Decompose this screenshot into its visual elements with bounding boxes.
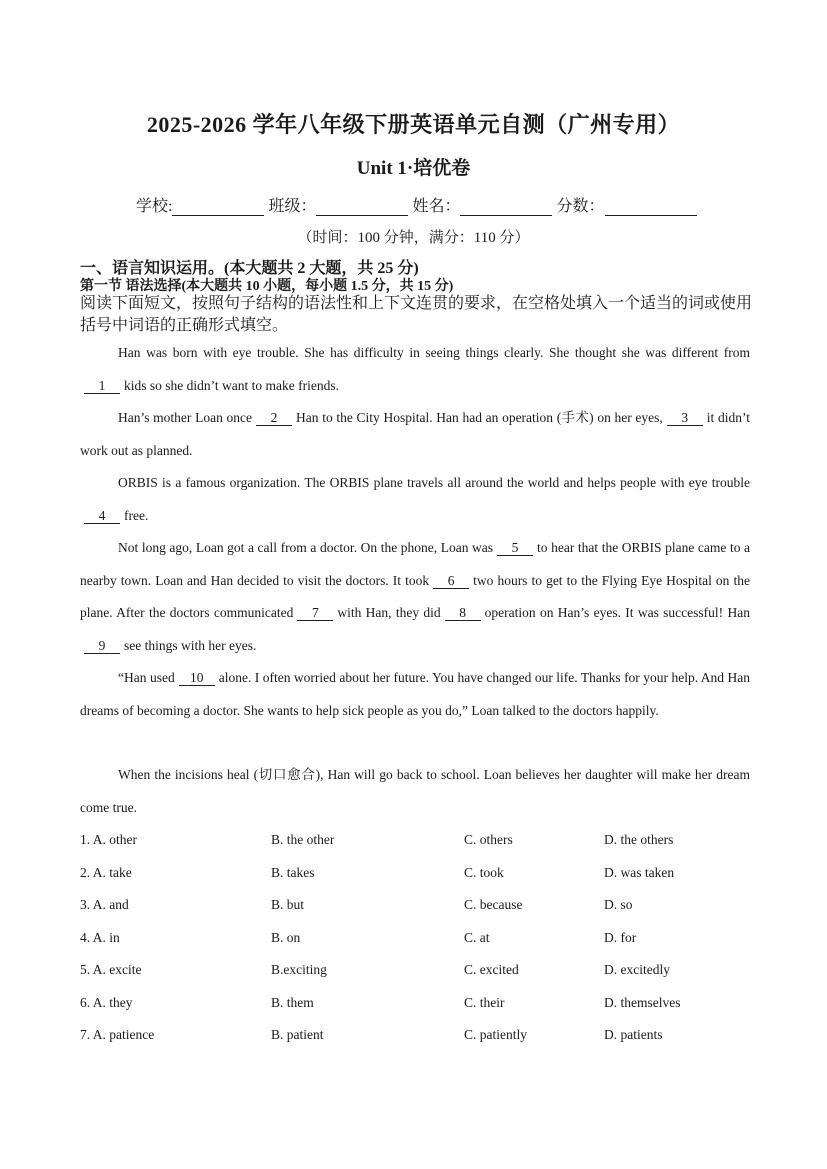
time-info: （时间：100 分钟，满分：110 分）	[297, 230, 530, 246]
option-a[interactable]: 1. A. other	[80, 832, 137, 847]
unit-subtitle: Unit 1·培优卷	[356, 158, 471, 179]
blank-1[interactable]: 1	[84, 378, 120, 394]
option-d[interactable]: D. so	[604, 897, 633, 912]
school-label: 学校:	[136, 198, 173, 215]
option-a[interactable]: 3. A. and	[80, 897, 129, 912]
blank-9[interactable]: 9	[84, 638, 120, 654]
name-field[interactable]	[460, 197, 552, 216]
page-title: 2025-2026 学年八年级下册英语单元自测（广州专用）	[146, 112, 681, 137]
blank-3[interactable]: 3	[667, 410, 703, 426]
option-b[interactable]: B. the other	[271, 832, 335, 847]
option-c[interactable]: C. patiently	[464, 1027, 527, 1042]
passage-paragraph: Not long ago, Loan got a call from a doctor. On the phone, Loan was 5 to hear that the ORBIS plane came to a nearby town. Loan and Han decided to visit the doctors. It took 6 two hours to get to the Flying Eye Hospital on the plane. After the doctors communicated 7 with Han, they did 8 operation on Han’s eyes. It was successful! Han9 see things with her eyes.	[80, 540, 751, 653]
passage-paragraph: “Han used 10 alone. I often worried about her future. You have changed our life. Thanks for your help. And Han dreams of becoming a doctor. She wants to help sick people as you do,” Loan talked to the doctors happily.	[80, 670, 751, 718]
blank-10[interactable]: 10	[179, 670, 215, 686]
option-b[interactable]: B. patient	[271, 1027, 324, 1042]
option-a[interactable]: 2. A. take	[80, 865, 132, 880]
instructions: 阅读下面短文，按照句子结构的语法性和上下文连贯的要求，在空格处填入一个适当的词或使用括号中词语的正确形式填空。	[80, 295, 753, 334]
section-heading: 一、语言知识运用。(本大题共 2 大题，共 25 分)	[80, 260, 419, 277]
option-c[interactable]: C. took	[464, 865, 504, 880]
option-b[interactable]: B. but	[271, 897, 305, 912]
option-d[interactable]: D. themselves	[604, 995, 681, 1010]
option-b[interactable]: B. takes	[271, 865, 315, 880]
option-b[interactable]: B. them	[271, 995, 314, 1010]
option-d[interactable]: D. was taken	[604, 865, 675, 880]
blank-6[interactable]: 6	[433, 573, 469, 589]
option-a[interactable]: 6. A. they	[80, 995, 133, 1010]
passage-paragraph: Han’s mother Loan once 2 Han to the City Hospital. Han had an operation (手术) on her eyes, 3 it didn’t work out as planned.	[80, 410, 750, 458]
option-d[interactable]: D. patients	[604, 1027, 663, 1042]
blank-8[interactable]: 8	[445, 605, 481, 621]
passage-paragraph: Han was born with eye trouble. She has difficulty in seeing things clearly. She thought she was different from1 kids so she didn’t want to make friends.	[80, 337, 750, 402]
option-d[interactable]: D. excitedly	[604, 962, 670, 977]
option-d[interactable]: D. the others	[604, 832, 674, 847]
score-label: 分数：	[556, 198, 605, 215]
option-a[interactable]: 5. A. excite	[80, 962, 142, 977]
passage-paragraph: ORBIS is a famous organization. The ORBIS plane travels all around the world and helps people with eye trouble4 free.	[80, 467, 750, 532]
option-c[interactable]: C. others	[464, 832, 513, 847]
score-field[interactable]	[605, 197, 697, 216]
school-field[interactable]	[172, 197, 264, 216]
name-label: 姓名：	[412, 198, 461, 215]
option-c[interactable]: C. at	[464, 930, 490, 945]
option-c[interactable]: C. excited	[464, 962, 519, 977]
option-c[interactable]: C. because	[464, 897, 523, 912]
part-heading: 第一节 语法选择(本大题共 10 小题，每小题 1.5 分，共 15 分)	[80, 279, 454, 294]
blank-4[interactable]: 4	[84, 508, 120, 524]
option-b[interactable]: B. on	[271, 930, 301, 945]
class-field[interactable]	[316, 197, 408, 216]
blank-5[interactable]: 5	[497, 540, 533, 556]
class-label: 班级：	[268, 198, 317, 215]
option-a[interactable]: 4. A. in	[80, 930, 120, 945]
option-c[interactable]: C. their	[464, 995, 505, 1010]
option-d[interactable]: D. for	[604, 930, 637, 945]
blank-2[interactable]: 2	[256, 410, 292, 426]
student-info-line	[136, 193, 697, 216]
blank-7[interactable]: 7	[297, 605, 333, 621]
option-a[interactable]: 7. A. patience	[80, 1027, 155, 1042]
option-b[interactable]: B.exciting	[271, 962, 327, 977]
passage-paragraph: When the incisions heal (切口愈合), Han will go back to school. Loan believes her daughter will make her dream come true.	[80, 767, 750, 815]
